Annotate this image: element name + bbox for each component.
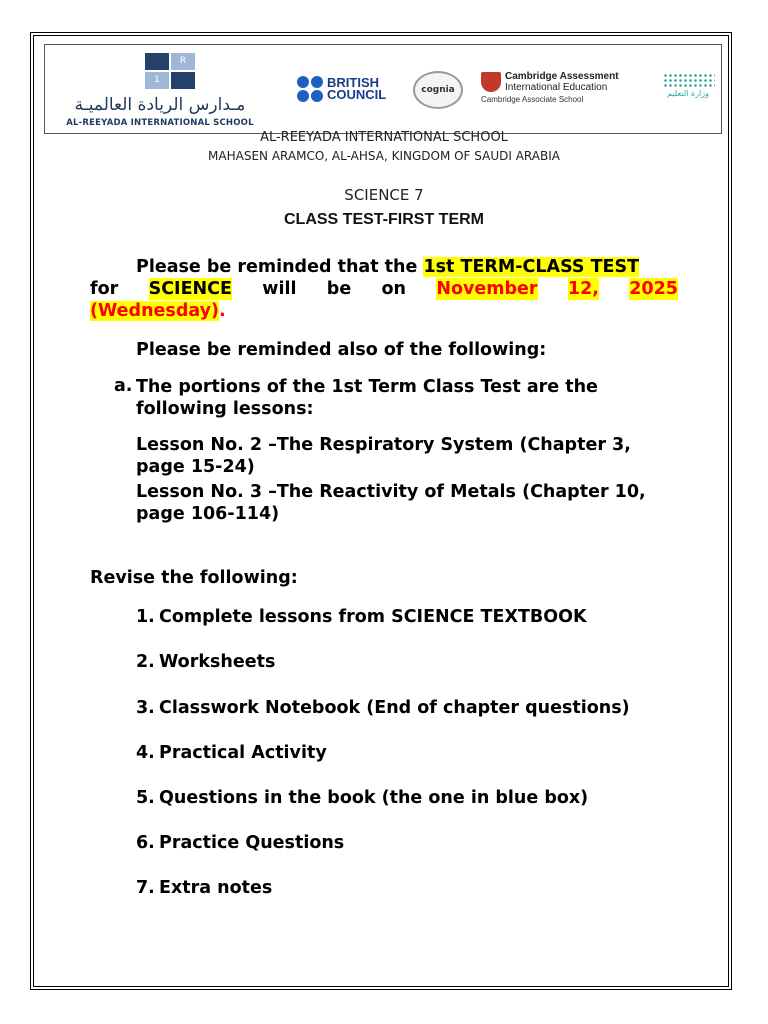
reminder-also: Please be reminded also of the following: <box>136 340 547 360</box>
cognia-text: cognia <box>421 85 455 95</box>
reminder-line-3 <box>90 300 678 322</box>
date-month: November <box>436 279 538 299</box>
item-number: 2. <box>136 652 155 672</box>
word-be: be <box>326 279 352 299</box>
revise-item-7 <box>136 877 272 899</box>
item-number: 6. <box>136 833 155 853</box>
cambridge-line-1: Cambridge Assessment <box>505 71 619 82</box>
item-number: 3. <box>136 698 155 718</box>
word-for: for <box>90 279 119 299</box>
ministry-dots-icon <box>663 73 715 87</box>
item-number: 1. <box>136 607 155 627</box>
revise-heading: Revise the following: <box>90 568 298 588</box>
lesson-1: Lesson No. 2 –The Respiratory System (Chapter 3, page 15-24) <box>136 435 631 477</box>
cambridge-shield-icon <box>481 72 501 92</box>
highlight-test-name: 1st TERM-CLASS TEST <box>423 257 640 277</box>
date-year: 2025 <box>629 279 678 299</box>
ministry-text: وزارة التعليم <box>667 89 709 98</box>
bc-line-1: BRITISH <box>327 75 379 90</box>
date-weekday: (Wednesday) <box>90 301 220 321</box>
cambridge-line-3: Cambridge Associate School <box>481 95 584 104</box>
bc-line-2: COUNCIL <box>327 87 387 102</box>
school-address: MAHASEN ARAMCO, AL-AHSA, KINGDOM OF SAUDI ARABIA <box>208 149 560 163</box>
test-title: CLASS TEST-FIRST TERM <box>284 211 484 228</box>
word-on: on <box>381 279 407 299</box>
item-text: Complete lessons from SCIENCE TEXTBOOK <box>159 607 587 627</box>
school-name-arabic: مـدارس الريادة العالميـة <box>74 95 246 115</box>
highlight-subject: SCIENCE <box>148 279 232 299</box>
school-logo <box>55 51 265 131</box>
item-number: 5. <box>136 788 155 808</box>
item-number: 4. <box>136 743 155 763</box>
item-text: Extra notes <box>159 878 273 898</box>
reminder-line-2 <box>90 278 678 300</box>
item-text: Practical Activity <box>159 743 327 763</box>
word-will: will <box>262 279 297 299</box>
ministry-logo <box>659 73 717 109</box>
revise-item-2 <box>136 651 275 673</box>
reminder-text: Please be reminded that the <box>136 257 424 277</box>
item-text: Practice Questions <box>159 833 345 853</box>
cambridge-line-2: International Education <box>505 82 608 93</box>
letterhead <box>44 44 722 134</box>
british-council-dots-icon <box>297 76 323 102</box>
item-text: Questions in the book (the one in blue box) <box>159 788 589 808</box>
revise-item-1 <box>136 606 587 628</box>
revise-item-3 <box>136 697 630 719</box>
revise-item-6 <box>136 832 344 854</box>
portion-text: The portions of the 1st Term Class Test are the following lessons: <box>136 377 598 419</box>
date-day: 12, <box>567 279 599 299</box>
revise-item-4 <box>136 742 327 764</box>
item-text: Worksheets <box>159 652 276 672</box>
british-council-logo <box>297 75 386 103</box>
crest-letter-r: R <box>171 53 195 70</box>
cognia-logo <box>413 71 463 109</box>
school-name-english-logo: AL-REEYADA INTERNATIONAL SCHOOL <box>66 118 254 128</box>
item-text: Classwork Notebook (End of chapter questions) <box>159 698 630 718</box>
item-number: 7. <box>136 878 155 898</box>
revise-item-5 <box>136 787 588 809</box>
crest-letter-1: 1 <box>145 72 169 89</box>
crest-icon <box>145 53 197 91</box>
school-name: AL-REEYADA INTERNATIONAL SCHOOL <box>260 130 508 145</box>
date-period: . <box>219 301 226 321</box>
lesson-2: Lesson No. 3 –The Reactivity of Metals (Chapter 10, page 106-114) <box>136 482 646 524</box>
reminder-line-1 <box>90 256 678 278</box>
subject-title: SCIENCE 7 <box>344 186 424 204</box>
cambridge-logo <box>481 71 651 111</box>
portion-letter: a. <box>114 376 133 396</box>
